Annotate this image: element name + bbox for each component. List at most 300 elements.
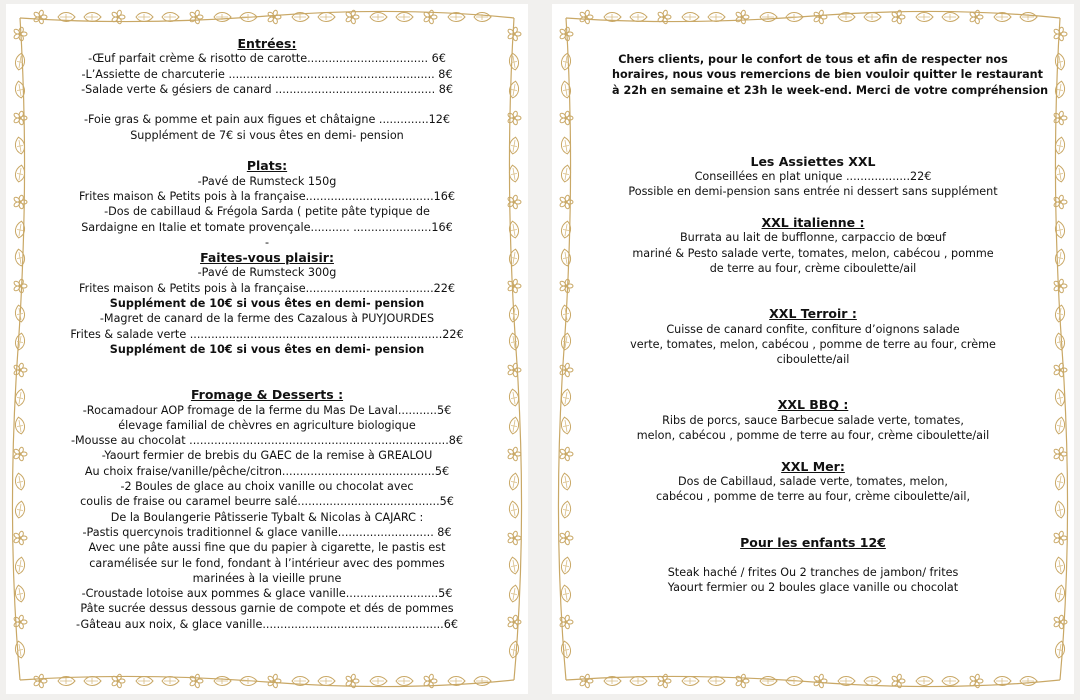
section-title-italienne: XXL italienne : xyxy=(761,215,865,231)
flower-petal-ornament xyxy=(974,10,980,17)
flower-petal-ornament xyxy=(111,16,118,23)
flower-petal-ornament xyxy=(1053,621,1060,628)
tulip-ornament xyxy=(292,677,309,686)
tulip-ornament-petal xyxy=(396,13,413,22)
tulip-ornament-vein xyxy=(562,560,570,573)
flower-petal-ornament xyxy=(1058,447,1064,454)
tulip-ornament-vein xyxy=(450,678,462,684)
flower-petal-ornament xyxy=(567,32,573,36)
menu-line: -Salade verte & gésiers de canard ............................................. 8€ xyxy=(81,82,453,96)
tulip-ornament-petal xyxy=(604,677,621,686)
flower-petal-ornament xyxy=(507,532,514,539)
flower-petal-ornament xyxy=(428,17,434,24)
menu-line: -2 Boules de glace au choix vanille ou chocolat avec xyxy=(120,480,414,494)
tulip-ornament xyxy=(604,677,621,686)
flower-center-ornament xyxy=(194,15,197,18)
tulip-ornament xyxy=(14,164,26,182)
tulip-ornament-vein xyxy=(562,588,570,601)
tulip-ornament-vein xyxy=(562,224,570,237)
menu-line: Sardaigne en Italie et tomate provençale........... ......................16€ xyxy=(81,220,453,234)
tulip-ornament-petal xyxy=(560,332,572,350)
tulip-ornament xyxy=(84,13,101,22)
flower-petal-ornament xyxy=(657,675,664,682)
tulip-ornament xyxy=(14,416,26,434)
flower-center-ornament xyxy=(18,116,21,119)
tulip-ornament-petal xyxy=(240,677,257,686)
tulip-ornament xyxy=(560,164,572,182)
flower-petal-ornament xyxy=(189,680,196,687)
tulip-ornament-petal xyxy=(448,677,465,686)
flower-petal-ornament xyxy=(512,279,518,286)
tulip-ornament-petal xyxy=(292,13,309,22)
tulip-ornament xyxy=(864,677,881,686)
flower-petal-ornament xyxy=(116,681,122,688)
tulip-ornament xyxy=(508,220,520,238)
flower-petal-ornament xyxy=(189,675,196,682)
flower-petal-ornament xyxy=(1053,285,1060,292)
tulip-ornament-petal xyxy=(1054,556,1066,574)
tulip-ornament-petal xyxy=(560,80,572,98)
section-title-enfants: Pour les enfants 12€ xyxy=(740,534,886,550)
tulip-ornament-vein xyxy=(510,168,518,181)
menu-line: -Yaourt fermier de brebis du GAEC de la remise à GREALOU xyxy=(101,449,433,463)
flower-petal-ornament xyxy=(18,27,24,34)
flower-petal-ornament xyxy=(896,10,902,17)
tulip-ornament-petal xyxy=(708,13,725,22)
vine-right xyxy=(509,18,521,680)
flower-center-ornament xyxy=(38,15,41,18)
menu-left-content xyxy=(66,36,468,632)
tulip-ornament-vein xyxy=(372,14,384,20)
flower-petal-ornament xyxy=(38,674,44,681)
tulip-ornament xyxy=(760,13,777,22)
flower-petal-ornament xyxy=(507,616,514,623)
flower-petal-ornament xyxy=(18,286,24,293)
menu-line-supplement: Supplément de 10€ si vous êtes en demi- pension xyxy=(109,342,425,356)
menu-line: -Pavé de Rumsteck 150g xyxy=(197,174,337,188)
tulip-ornament-vein xyxy=(16,336,24,349)
flower-center-ornament xyxy=(272,679,275,682)
flower-petal-ornament xyxy=(515,620,521,624)
tulip-ornament-vein xyxy=(1056,140,1064,153)
tulip-ornament-petal xyxy=(14,52,26,70)
flower-petal-ornament xyxy=(194,17,200,24)
flower-center-ornament xyxy=(18,200,21,203)
menu-line: Avec une pâte aussi fine que du papier à cigarette, le pastis est xyxy=(88,541,446,555)
flower-petal-ornament xyxy=(1058,615,1064,622)
section-title-entrees: Entrées: xyxy=(237,36,297,51)
tulip-ornament-petal xyxy=(838,13,855,22)
flower-petal-ornament xyxy=(18,279,24,286)
menu-page-left xyxy=(6,4,528,694)
flower-petal-ornament xyxy=(116,17,122,24)
tulip-ornament-petal xyxy=(1054,388,1066,406)
flower-petal-ornament xyxy=(665,15,671,19)
tulip-ornament xyxy=(14,556,26,574)
tulip-ornament xyxy=(474,13,491,22)
flower-petal-ornament xyxy=(507,369,514,376)
tulip-ornament xyxy=(560,584,572,602)
flower-petal-ornament xyxy=(564,34,570,41)
menu-line: Au choix fraise/vanille/pêche/citron...........................................5€ xyxy=(84,464,450,478)
menu-line: élevage familial de chèvres en agriculture biologique xyxy=(118,418,416,432)
flower-petal-ornament xyxy=(275,15,281,19)
tulip-ornament xyxy=(14,500,26,518)
tulip-ornament-vein xyxy=(1056,56,1064,69)
tulip-ornament-vein xyxy=(1056,336,1064,349)
tulip-ornament-vein xyxy=(1056,420,1064,433)
flower-center-ornament xyxy=(512,284,515,287)
tulip-ornament xyxy=(760,677,777,686)
flower-petal-ornament xyxy=(579,680,586,687)
tulip-ornament-vein xyxy=(606,678,618,684)
flower-petal-ornament xyxy=(13,117,20,124)
section-title-mer: XXL Mer: xyxy=(781,458,845,474)
tulip-ornament xyxy=(1054,332,1066,350)
tulip-ornament xyxy=(1020,677,1037,686)
flower-petal-ornament xyxy=(431,15,437,19)
tulip-ornament xyxy=(396,13,413,22)
tulip-ornament-vein xyxy=(320,678,332,684)
flower-petal-ornament xyxy=(512,370,518,377)
tulip-ornament-vein xyxy=(1022,678,1034,684)
flower-petal-ornament xyxy=(1058,195,1064,202)
tulip-ornament-vein xyxy=(216,14,228,20)
flower-petal-ornament xyxy=(18,538,24,545)
flower-petal-ornament xyxy=(1058,118,1064,125)
flower-petal-ornament xyxy=(507,448,514,455)
flower-petal-ornament xyxy=(891,675,898,682)
flower-center-ornament xyxy=(740,15,743,18)
tulip-ornament-petal xyxy=(994,13,1011,22)
flower-petal-ornament xyxy=(1061,452,1067,456)
flower-petal-ornament xyxy=(38,17,44,24)
menu-line: -L’Assiette de charcuterie .......................................................... 8€ xyxy=(81,67,453,81)
tulip-ornament xyxy=(14,332,26,350)
menu-line: -Magret de canard de la ferme des Cazalous à PUYJOURDES xyxy=(99,312,435,326)
flower-petal-ornament xyxy=(567,620,573,624)
flower-petal-ornament xyxy=(13,369,20,376)
flower-petal-ornament xyxy=(423,16,430,23)
tulip-ornament-vein xyxy=(16,644,24,657)
flower-center-ornament xyxy=(818,679,821,682)
flower-petal-ornament xyxy=(18,118,24,125)
tulip-ornament-vein xyxy=(86,678,98,684)
flower-petal-ornament xyxy=(564,538,570,545)
tulip-ornament-vein xyxy=(562,336,570,349)
tulip-ornament-vein xyxy=(510,224,518,237)
tulip-ornament xyxy=(1054,556,1066,574)
tulip-ornament-vein xyxy=(138,678,150,684)
flower-petal-ornament xyxy=(1058,202,1064,209)
tulip-ornament-petal xyxy=(58,13,75,22)
tulip-ornament-petal xyxy=(1020,677,1037,686)
flower-petal-ornament xyxy=(564,615,570,622)
flower-petal-ornament xyxy=(813,680,820,687)
flower-petal-ornament xyxy=(272,17,278,24)
flower-petal-ornament xyxy=(1053,453,1060,460)
tulip-ornament-petal xyxy=(508,52,520,70)
flower-center-ornament xyxy=(896,679,899,682)
tulip-ornament xyxy=(136,13,153,22)
flower-petal-ornament xyxy=(13,532,20,539)
tulip-ornament xyxy=(508,332,520,350)
tulip-ornament-petal xyxy=(1054,500,1066,518)
flower-petal-ornament xyxy=(41,15,47,19)
flower-petal-ornament xyxy=(1053,33,1060,40)
section-title-plaisir: Faites-vous plaisir: xyxy=(200,250,334,266)
flower-petal-ornament xyxy=(564,27,570,34)
flower-petal-ornament xyxy=(345,16,352,23)
flower-petal-ornament xyxy=(735,16,742,23)
flower-petal-ornament xyxy=(119,679,125,683)
flower-petal-ornament xyxy=(969,675,976,682)
flower-center-ornament xyxy=(974,679,977,682)
tulip-ornament xyxy=(560,556,572,574)
tulip-ornament-vein xyxy=(164,678,176,684)
tulip-ornament-vein xyxy=(1056,588,1064,601)
tulip-ornament-vein xyxy=(510,392,518,405)
flower-petal-ornament xyxy=(21,452,27,456)
flower-center-ornament xyxy=(116,679,119,682)
flower-petal-ornament xyxy=(512,363,518,370)
flower-center-ornament xyxy=(18,536,21,539)
tulip-ornament xyxy=(708,13,725,22)
tulip-ornament xyxy=(560,52,572,70)
tulip-ornament-vein xyxy=(1056,84,1064,97)
tulip-ornament-petal xyxy=(136,13,153,22)
tulip-ornament xyxy=(214,13,231,22)
flower-petal-ornament xyxy=(18,34,24,41)
flower-center-ornament xyxy=(18,452,21,455)
tulip-ornament-petal xyxy=(508,556,520,574)
flower-petal-ornament xyxy=(559,280,566,287)
tulip-ornament xyxy=(214,677,231,686)
menu-line: Yaourt fermier ou 2 boules glace vanille ou chocolat xyxy=(667,581,959,595)
tulip-ornament-petal xyxy=(838,677,855,686)
flower-petal-ornament xyxy=(891,680,898,687)
tulip-ornament xyxy=(318,13,335,22)
tulip-ornament-vein xyxy=(242,14,254,20)
tulip-ornament-vein xyxy=(16,392,24,405)
tulip-ornament xyxy=(84,677,101,686)
flower-petal-ornament xyxy=(267,675,274,682)
tulip-ornament-petal xyxy=(14,80,26,98)
tulip-ornament xyxy=(682,13,699,22)
flower-petal-ornament xyxy=(1058,286,1064,293)
tulip-ornament xyxy=(560,304,572,322)
flower-petal-ornament xyxy=(197,679,203,683)
tulip-ornament-petal xyxy=(942,677,959,686)
tulip-ornament-vein xyxy=(398,678,410,684)
flower-petal-ornament xyxy=(189,16,196,23)
tulip-ornament-vein xyxy=(1056,476,1064,489)
tulip-ornament xyxy=(1054,220,1066,238)
tulip-ornament-vein xyxy=(996,678,1008,684)
flower-petal-ornament xyxy=(18,370,24,377)
menu-line: Dos de Cabillaud, salade verte, tomates, melon, xyxy=(678,474,948,488)
flower-petal-ornament xyxy=(267,11,274,18)
tulip-ornament xyxy=(14,584,26,602)
flower-petal-ornament xyxy=(743,15,749,19)
tulip-ornament xyxy=(560,136,572,154)
tulip-ornament-petal xyxy=(84,13,101,22)
tulip-ornament xyxy=(864,13,881,22)
flower-petal-ornament xyxy=(267,680,274,687)
flower-petal-ornament xyxy=(18,111,24,118)
tulip-ornament-vein xyxy=(1056,252,1064,265)
tulip-ornament xyxy=(560,80,572,98)
flower-petal-ornament xyxy=(818,674,824,681)
flower-center-ornament xyxy=(38,679,41,682)
tulip-ornament-petal xyxy=(318,13,335,22)
flower-petal-ornament xyxy=(345,675,352,682)
flower-petal-ornament xyxy=(657,11,664,18)
tulip-ornament-vein xyxy=(562,84,570,97)
flower-petal-ornament xyxy=(564,622,570,629)
tulip-ornament-petal xyxy=(560,388,572,406)
flower-petal-ornament xyxy=(559,28,566,35)
tulip-ornament-petal xyxy=(1054,416,1066,434)
flower-center-ornament xyxy=(18,284,21,287)
tulip-ornament xyxy=(508,556,520,574)
flower-petal-ornament xyxy=(818,681,824,688)
tulip-ornament xyxy=(370,13,387,22)
tulip-ornament-petal xyxy=(508,416,520,434)
flower-petal-ornament xyxy=(350,17,356,24)
flower-petal-ornament xyxy=(423,680,430,687)
flower-center-ornament xyxy=(564,284,567,287)
flower-petal-ornament xyxy=(13,28,20,35)
tulip-ornament-petal xyxy=(14,472,26,490)
flower-petal-ornament xyxy=(13,537,20,544)
tulip-ornament-petal xyxy=(14,164,26,182)
flower-petal-ornament xyxy=(512,202,518,209)
flower-petal-ornament xyxy=(116,674,122,681)
notice-line: Chers clients, pour le confort de tous et afin de respecter nos xyxy=(618,53,1008,66)
flower-petal-ornament xyxy=(899,15,905,19)
section-title-plats: Plats: xyxy=(246,158,288,174)
tulip-ornament xyxy=(448,677,465,686)
flower-petal-ornament xyxy=(1053,616,1060,623)
tulip-ornament-petal xyxy=(508,640,520,658)
flower-petal-ornament xyxy=(507,364,514,371)
flower-petal-ornament xyxy=(507,112,514,119)
flower-center-ornament xyxy=(194,679,197,682)
flower-petal-ornament xyxy=(1053,117,1060,124)
flower-petal-ornament xyxy=(974,17,980,24)
flower-center-ornament xyxy=(1058,620,1061,623)
tulip-ornament-petal xyxy=(474,13,491,22)
tulip-ornament-vein xyxy=(632,14,644,20)
tulip-ornament-vein xyxy=(60,14,72,20)
flower-petal-ornament xyxy=(813,11,820,18)
flower-petal-ornament xyxy=(584,17,590,24)
menu-line: cabécou , pomme de terre au four, crème ciboulette/ail, xyxy=(655,490,971,504)
tulip-ornament-petal xyxy=(630,13,647,22)
tulip-ornament-petal xyxy=(864,677,881,686)
tulip-ornament xyxy=(58,13,75,22)
tulip-ornament-vein xyxy=(16,84,24,97)
tulip-ornament-vein xyxy=(866,14,878,20)
tulip-ornament-petal xyxy=(1054,248,1066,266)
tulip-ornament-petal xyxy=(708,677,725,686)
flower-petal-ornament xyxy=(974,674,980,681)
flower-petal-ornament xyxy=(1061,620,1067,624)
tulip-ornament-petal xyxy=(396,677,413,686)
flower-petal-ornament xyxy=(564,279,570,286)
flower-petal-ornament xyxy=(38,10,44,17)
tulip-ornament xyxy=(508,164,520,182)
tulip-ornament xyxy=(1054,472,1066,490)
flower-petal-ornament xyxy=(896,17,902,24)
flower-center-ornament xyxy=(18,32,21,35)
tulip-ornament-vein xyxy=(562,392,570,405)
tulip-ornament-petal xyxy=(214,13,231,22)
flower-petal-ornament xyxy=(13,201,20,208)
flower-petal-ornament xyxy=(512,286,518,293)
tulip-ornament-vein xyxy=(16,224,24,237)
tulip-ornament-petal xyxy=(560,136,572,154)
flower-petal-ornament xyxy=(13,33,20,40)
tulip-ornament-petal xyxy=(14,220,26,238)
flower-petal-ornament xyxy=(662,674,668,681)
tulip-ornament-petal xyxy=(760,13,777,22)
flower-center-ornament xyxy=(428,679,431,682)
tulip-ornament xyxy=(942,677,959,686)
menu-line: Steak haché / frites Ou 2 tranches de jambon/ frites xyxy=(667,566,959,580)
flower-petal-ornament xyxy=(735,11,742,18)
tulip-ornament-petal xyxy=(448,13,465,22)
flower-petal-ornament xyxy=(969,680,976,687)
flower-center-ornament xyxy=(512,452,515,455)
flower-center-ornament xyxy=(116,15,119,18)
menu-line: Conseillées en plat unique ..................22€ xyxy=(694,170,932,184)
flower-petal-ornament xyxy=(507,621,514,628)
flower-petal-ornament xyxy=(1058,454,1064,461)
flower-petal-ornament xyxy=(512,447,518,454)
tulip-ornament-petal xyxy=(1054,220,1066,238)
tulip-ornament-vein xyxy=(16,308,24,321)
tulip-ornament-vein xyxy=(866,678,878,684)
flower-center-ornament xyxy=(272,15,275,18)
vine-top xyxy=(566,11,1060,21)
tulip-ornament-petal xyxy=(560,500,572,518)
tulip-ornament-vein xyxy=(510,644,518,657)
tulip-ornament-petal xyxy=(214,677,231,686)
flower-petal-ornament xyxy=(18,531,24,538)
menu-line: Frites maison & Petits pois à la française....................................16€ xyxy=(79,189,455,203)
tulip-ornament xyxy=(508,500,520,518)
tulip-ornament-petal xyxy=(682,13,699,22)
tulip-ornament-vein xyxy=(1056,168,1064,181)
flower-center-ornament xyxy=(662,679,665,682)
tulip-ornament-petal xyxy=(508,304,520,322)
flower-center-ornament xyxy=(564,368,567,371)
tulip-ornament xyxy=(786,677,803,686)
tulip-ornament-vein xyxy=(242,678,254,684)
vine-bottom xyxy=(20,676,514,686)
tulip-ornament-petal xyxy=(508,80,520,98)
tulip-ornament xyxy=(508,52,520,70)
tulip-ornament-vein xyxy=(16,168,24,181)
tulip-ornament-vein xyxy=(710,14,722,20)
tulip-ornament xyxy=(14,472,26,490)
flower-petal-ornament xyxy=(1053,196,1060,203)
flower-petal-ornament xyxy=(33,11,40,18)
tulip-ornament-vein xyxy=(762,14,774,20)
tulip-ornament xyxy=(162,677,179,686)
